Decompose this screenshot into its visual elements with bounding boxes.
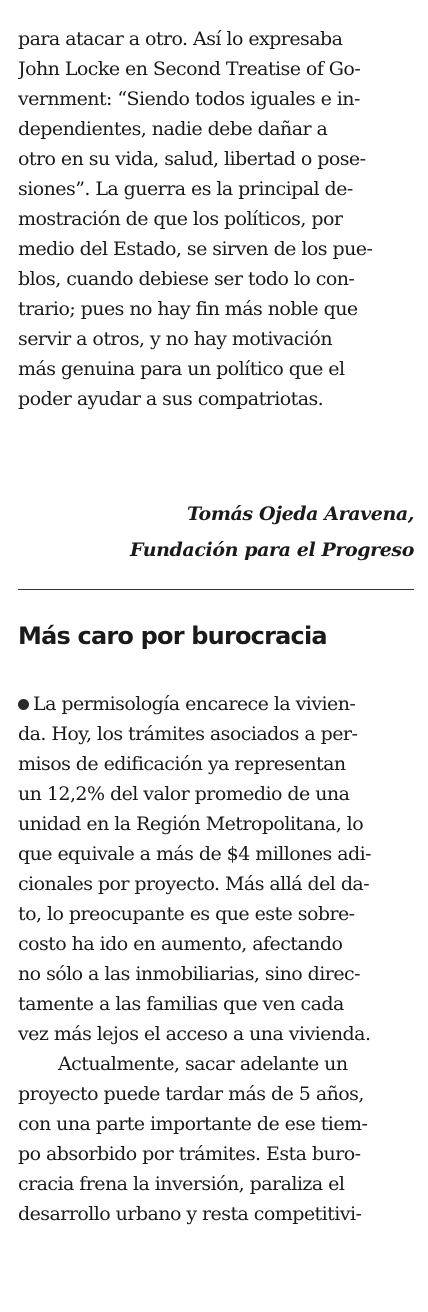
text-line: para atacar a otro. Así lo expresaba [18, 28, 343, 50]
text-line: da. Hoy, los trámites asociados a per- [18, 723, 358, 745]
text-line: po absorbido por trámites. Esta buro- [18, 1143, 361, 1165]
text-line [18, 689, 371, 719]
text-line: dependientes, nadie debe dañar a [18, 118, 328, 140]
text-line: proyecto puede tardar más de 5 años, [18, 1083, 364, 1105]
author-organization: Fundación para el Progreso [129, 539, 414, 561]
article-headline: Más caro por burocracia [18, 622, 327, 650]
text-line: mostración de que los políticos, por [18, 208, 343, 230]
section-divider [18, 589, 414, 590]
text-line: que equivale a más de $4 millones adi- [18, 843, 372, 865]
text-line: blos, cuando debiese ser todo lo con- [18, 268, 355, 290]
text-line: misos de edificación ya representan [18, 753, 346, 775]
text-line: cionales por proyecto. Más allá del da- [18, 873, 370, 895]
text-line: vernment: “Siendo todos iguales e in- [18, 88, 360, 110]
text-line: tamente a las familias que ven cada [18, 993, 344, 1015]
text-line: medio del Estado, se sirven de los pue- [18, 238, 373, 260]
author-name: Tomás Ojeda Aravena, [186, 503, 414, 525]
text-line: no sólo a las inmobiliarias, sino direc- [18, 963, 360, 985]
text-line: desarrollo urbano y resta competitivi- [18, 1203, 362, 1225]
text-line: Actualmente, sacar adelante un [58, 1053, 348, 1075]
text-line: cracia frena la inversión, paraliza el [18, 1173, 345, 1195]
text-line-content: La permisología encarece la vivien- [33, 693, 356, 715]
text-line: vez más lejos el acceso a una vivienda. [18, 1023, 371, 1045]
text-line: más genuina para un político que el [18, 358, 345, 380]
text-line: otro en su vida, salud, libertad o pose- [18, 148, 366, 170]
article-body [18, 689, 371, 1229]
text-line: unidad en la Región Metropolitana, lo [18, 813, 364, 835]
text-line: poder ayudar a sus compatriotas. [18, 388, 324, 410]
text-line: trario; pues no hay fin más noble que [18, 298, 358, 320]
text-line: con una parte importante de ese tiem- [18, 1113, 368, 1135]
text-line: costo ha ido en aumento, afectando [18, 933, 343, 955]
bullet-icon [18, 699, 29, 710]
text-line: servir a otros, y no hay motivación [18, 328, 333, 350]
text-line: un 12,2% del valor promedio de una [18, 783, 350, 805]
text-line: siones”. La guerra es la principal de- [18, 178, 353, 200]
letter-body [18, 24, 372, 414]
text-line: to, lo preocupante es que este sobre- [18, 903, 355, 925]
text-line: John Locke en Second Treatise of Go- [18, 58, 361, 80]
